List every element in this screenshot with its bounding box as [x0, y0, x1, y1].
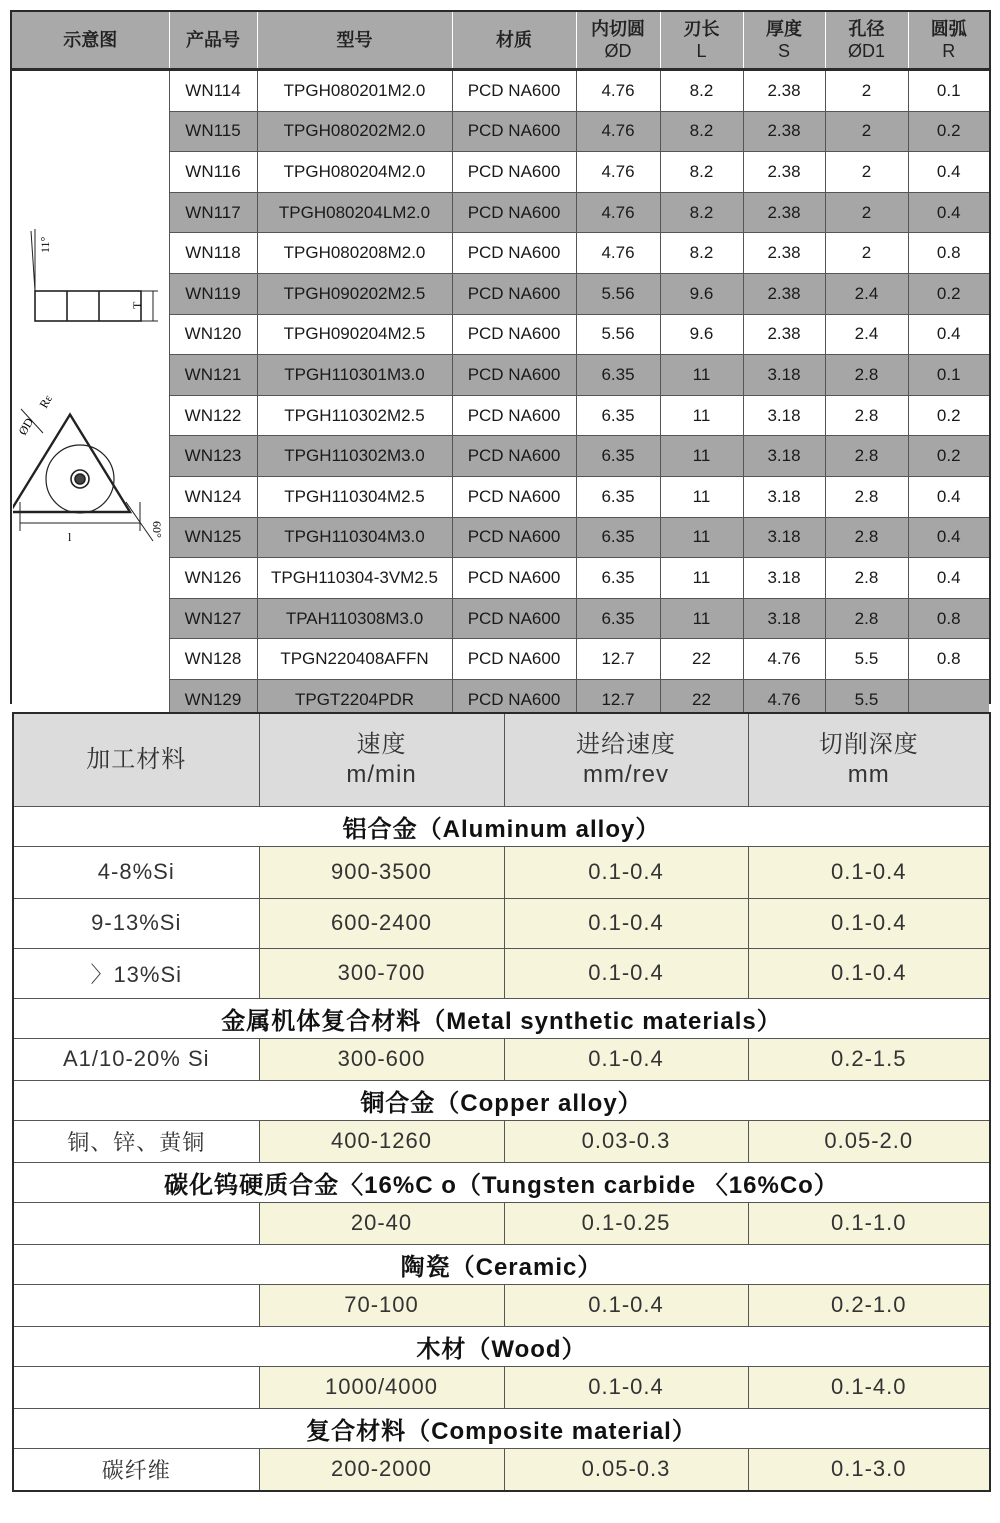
- material-section-header: [14, 1080, 989, 1120]
- spec-cell-model-no: TPAH110308M3.0: [257, 598, 452, 639]
- cutting-cell-work-material: 碳纤维: [14, 1448, 259, 1490]
- spec-cell-corner-radius: 0.4: [908, 476, 989, 517]
- cutting-header-unit: mm: [847, 760, 890, 788]
- spec-cell-hole-diameter: 2.8: [825, 517, 908, 558]
- spec-cell-product-no: WN122: [169, 395, 257, 436]
- spec-cell-corner-radius: 0.2: [908, 395, 989, 436]
- insert-spec-table: [10, 10, 991, 709]
- spec-cell-model-no: TPGH110301M3.0: [257, 355, 452, 396]
- spec-cell-edge-length: 8.2: [660, 233, 743, 274]
- inscribed-diameter-label: ØD: [15, 415, 37, 438]
- spec-cell-hole-diameter: 2: [825, 233, 908, 274]
- cutting-cell-cutting-speed: 200-2000: [259, 1448, 504, 1490]
- spec-cell-material: PCD NA600: [452, 679, 576, 720]
- spec-cell-material: PCD NA600: [452, 395, 576, 436]
- cutting-row: [14, 1120, 989, 1162]
- spec-cell-hole-diameter: 2.4: [825, 273, 908, 314]
- spec-cell-model-no: TPGT2204PDR: [257, 679, 452, 720]
- spec-cell-corner-radius: 0.2: [908, 273, 989, 314]
- spec-cell-thickness: 3.18: [743, 476, 825, 517]
- material-section-header: [14, 1244, 989, 1284]
- spec-cell-model-no: TPGH080204M2.0: [257, 152, 452, 193]
- spec-cell-product-no: WN120: [169, 314, 257, 355]
- spec-cell-material: PCD NA600: [452, 70, 576, 112]
- cutting-cell-work-material: [14, 1366, 259, 1408]
- spec-cell-product-no: WN129: [169, 679, 257, 720]
- cutting-row: [14, 1366, 989, 1408]
- cutting-row: [14, 1202, 989, 1244]
- spec-cell-edge-length: 8.2: [660, 70, 743, 112]
- spec-cell-thickness: 2.38: [743, 111, 825, 152]
- cutting-cell-cutting-speed: 70-100: [259, 1284, 504, 1326]
- cutting-cell-cutting-depth: 0.1-3.0: [748, 1448, 989, 1490]
- spec-cell-hole-diameter: 5.5: [825, 639, 908, 680]
- spec-header-label: 产品号: [186, 30, 240, 50]
- spec-cell-model-no: TPGH110304M3.0: [257, 517, 452, 558]
- spec-column-header: [257, 12, 452, 70]
- spec-cell-material: PCD NA600: [452, 273, 576, 314]
- spec-cell-inscribed-diameter: 6.35: [576, 598, 660, 639]
- spec-cell-hole-diameter: 2.8: [825, 436, 908, 477]
- spec-cell-model-no: TPGH080201M2.0: [257, 70, 452, 112]
- spec-cell-material: PCD NA600: [452, 233, 576, 274]
- material-section-title: 复合材料（Composite material）: [14, 1408, 989, 1448]
- cutting-row: [14, 898, 989, 948]
- spec-cell-inscribed-diameter: 4.76: [576, 233, 660, 274]
- spec-cell-thickness: 2.38: [743, 152, 825, 193]
- cutting-row: [14, 846, 989, 898]
- insert-diagram: [13, 71, 168, 701]
- cutting-cell-cutting-speed: 300-700: [259, 948, 504, 998]
- spec-header-row: [12, 12, 989, 70]
- cutting-column-header: [504, 714, 748, 806]
- spec-header-label: 材质: [496, 30, 532, 50]
- spec-cell-thickness: 3.18: [743, 395, 825, 436]
- spec-cell-thickness: 2.38: [743, 314, 825, 355]
- spec-cell-model-no: TPGH110302M2.5: [257, 395, 452, 436]
- spec-cell-thickness: 3.18: [743, 598, 825, 639]
- cutting-row: [14, 948, 989, 998]
- spec-cell-hole-diameter: 2.8: [825, 598, 908, 639]
- spec-column-header: [12, 12, 169, 70]
- material-section-title: 铜合金（Copper alloy）: [14, 1080, 989, 1120]
- material-section-title: 铝合金（Aluminum alloy）: [14, 806, 989, 846]
- spec-cell-edge-length: 11: [660, 476, 743, 517]
- spec-cell-hole-diameter: 2: [825, 111, 908, 152]
- spec-cell-inscribed-diameter: 6.35: [576, 558, 660, 599]
- cutting-cell-feed-rate: 0.05-0.3: [504, 1448, 748, 1490]
- spec-cell-inscribed-diameter: 5.56: [576, 273, 660, 314]
- material-section-title: 碳化钨硬质合金〈16%C o（Tungsten carbide 〈16%Co）: [14, 1162, 989, 1202]
- spec-cell-hole-diameter: 2.8: [825, 476, 908, 517]
- spec-cell-thickness: 2.38: [743, 70, 825, 112]
- spec-cell-edge-length: 22: [660, 679, 743, 720]
- spec-cell-corner-radius: 0.2: [908, 436, 989, 477]
- cutting-cell-cutting-depth: 0.05-2.0: [748, 1120, 989, 1162]
- spec-cell-product-no: WN127: [169, 598, 257, 639]
- spec-cell-inscribed-diameter: 12.7: [576, 639, 660, 680]
- spec-header-label: 型号: [336, 30, 373, 50]
- spec-cell-product-no: WN116: [169, 152, 257, 193]
- spec-cell-edge-length: 9.6: [660, 314, 743, 355]
- cutting-column-header: [748, 714, 989, 806]
- spec-cell-corner-radius: 0.8: [908, 639, 989, 680]
- cutting-cell-cutting-depth: 0.1-1.0: [748, 1202, 989, 1244]
- cutting-cell-cutting-depth: 0.1-4.0: [748, 1366, 989, 1408]
- spec-cell-product-no: WN123: [169, 436, 257, 477]
- spec-cell-model-no: TPGH080202M2.0: [257, 111, 452, 152]
- spec-cell-inscribed-diameter: 4.76: [576, 152, 660, 193]
- cutting-table-grid: [14, 714, 989, 1490]
- spec-column-header: [576, 12, 660, 70]
- spec-cell-corner-radius: 0.1: [908, 355, 989, 396]
- spec-cell-thickness: 3.18: [743, 436, 825, 477]
- cutting-row: [14, 1448, 989, 1490]
- spec-cell-material: PCD NA600: [452, 111, 576, 152]
- cutting-cell-cutting-depth: 0.2-1.5: [748, 1038, 989, 1080]
- spec-cell-edge-length: 11: [660, 395, 743, 436]
- spec-header-label: 内切圆: [591, 19, 645, 39]
- cutting-cell-cutting-speed: 900-3500: [259, 846, 504, 898]
- spec-cell-inscribed-diameter: 6.35: [576, 395, 660, 436]
- spec-cell-model-no: TPGH110304-3VM2.5: [257, 558, 452, 599]
- spec-cell-inscribed-diameter: 12.7: [576, 679, 660, 720]
- material-section-header: [14, 1408, 989, 1448]
- cutting-header-unit: m/min: [346, 760, 417, 788]
- insert-diagram-cell: [12, 70, 169, 721]
- spec-cell-corner-radius: 0.4: [908, 192, 989, 233]
- spec-cell-product-no: WN119: [169, 273, 257, 314]
- cutting-cell-cutting-depth: 0.1-0.4: [748, 948, 989, 998]
- spec-cell-inscribed-diameter: 4.76: [576, 70, 660, 112]
- spec-cell-edge-length: 22: [660, 639, 743, 680]
- spec-cell-thickness: 3.18: [743, 558, 825, 599]
- spec-cell-inscribed-diameter: 6.35: [576, 436, 660, 477]
- spec-cell-edge-length: 11: [660, 598, 743, 639]
- cutting-row: [14, 1038, 989, 1080]
- spec-cell-material: PCD NA600: [452, 314, 576, 355]
- cutting-cell-work-material: 〉13%Si: [14, 948, 259, 998]
- spec-header-symbol: ØD1: [847, 41, 885, 61]
- spec-cell-hole-diameter: 2.8: [825, 355, 908, 396]
- spec-cell-material: PCD NA600: [452, 152, 576, 193]
- cutting-cell-cutting-speed: 300-600: [259, 1038, 504, 1080]
- spec-row: [12, 70, 989, 112]
- cutting-cell-cutting-speed: 20-40: [259, 1202, 504, 1244]
- spec-cell-edge-length: 8.2: [660, 111, 743, 152]
- spec-cell-model-no: TPGH110302M3.0: [257, 436, 452, 477]
- cutting-cell-feed-rate: 0.1-0.4: [504, 846, 748, 898]
- spec-cell-hole-diameter: 2.4: [825, 314, 908, 355]
- spec-header-label: 孔径: [848, 19, 885, 39]
- cutting-header-unit: mm/rev: [583, 760, 669, 788]
- spec-cell-inscribed-diameter: 5.56: [576, 314, 660, 355]
- cutting-cell-cutting-depth: 0.1-0.4: [748, 846, 989, 898]
- spec-cell-corner-radius: 0.2: [908, 111, 989, 152]
- cutting-cell-cutting-speed: 1000/4000: [259, 1366, 504, 1408]
- spec-cell-corner-radius: 0.4: [908, 558, 989, 599]
- spec-cell-model-no: TPGH110304M2.5: [257, 476, 452, 517]
- cutting-cell-work-material: 4-8%Si: [14, 846, 259, 898]
- spec-cell-corner-radius: 0.4: [908, 314, 989, 355]
- spec-cell-corner-radius: 0.4: [908, 517, 989, 558]
- spec-cell-edge-length: 11: [660, 517, 743, 558]
- cutting-cell-cutting-speed: 400-1260: [259, 1120, 504, 1162]
- spec-cell-material: PCD NA600: [452, 192, 576, 233]
- clearance-angle-label: 11°: [37, 236, 52, 253]
- spec-column-header: [169, 12, 257, 70]
- spec-cell-thickness: 4.76: [743, 679, 825, 720]
- spec-cell-model-no: TPGH090204M2.5: [257, 314, 452, 355]
- spec-header-symbol: ØD: [604, 41, 632, 61]
- spec-cell-hole-diameter: 2: [825, 70, 908, 112]
- cutting-parameters-table: [12, 712, 991, 1492]
- spec-cell-inscribed-diameter: 4.76: [576, 111, 660, 152]
- included-angle-label: 60°: [149, 521, 164, 538]
- material-section-header: [14, 1162, 989, 1202]
- spec-cell-thickness: 3.18: [743, 355, 825, 396]
- top-view-drawing: [13, 409, 153, 541]
- spec-cell-edge-length: 11: [660, 558, 743, 599]
- spec-header-symbol: L: [696, 41, 707, 61]
- cutting-cell-feed-rate: 0.1-0.4: [504, 898, 748, 948]
- cutting-cell-cutting-speed: 600-2400: [259, 898, 504, 948]
- cutting-cell-feed-rate: 0.03-0.3: [504, 1120, 748, 1162]
- cutting-cell-work-material: A1/10-20% Si: [14, 1038, 259, 1080]
- spec-cell-corner-radius: 0.4: [908, 152, 989, 193]
- spec-cell-hole-diameter: 2: [825, 192, 908, 233]
- spec-column-header: [908, 12, 989, 70]
- spec-cell-model-no: TPGH090202M2.5: [257, 273, 452, 314]
- cutting-header-row: [14, 714, 989, 806]
- cutting-column-header: [259, 714, 504, 806]
- spec-cell-inscribed-diameter: 6.35: [576, 476, 660, 517]
- cutting-cell-feed-rate: 0.1-0.4: [504, 1366, 748, 1408]
- cutting-header-label: 速度: [356, 730, 407, 758]
- cutting-header-label: 加工材料: [86, 745, 187, 773]
- spec-cell-material: PCD NA600: [452, 355, 576, 396]
- spec-cell-hole-diameter: 5.5: [825, 679, 908, 720]
- corner-radius-label: Rε: [36, 392, 55, 411]
- spec-cell-material: PCD NA600: [452, 598, 576, 639]
- spec-column-header: [452, 12, 576, 70]
- spec-cell-model-no: TPGH080208M2.0: [257, 233, 452, 274]
- cutting-cell-work-material: [14, 1202, 259, 1244]
- spec-cell-model-no: TPGN220408AFFN: [257, 639, 452, 680]
- spec-cell-hole-diameter: 2: [825, 152, 908, 193]
- spec-cell-material: PCD NA600: [452, 476, 576, 517]
- spec-cell-material: PCD NA600: [452, 639, 576, 680]
- spec-cell-product-no: WN121: [169, 355, 257, 396]
- spec-column-header: [743, 12, 825, 70]
- spec-cell-product-no: WN117: [169, 192, 257, 233]
- material-section-header: [14, 998, 989, 1038]
- spec-column-header: [825, 12, 908, 70]
- spec-cell-inscribed-diameter: 6.35: [576, 517, 660, 558]
- spec-cell-material: PCD NA600: [452, 436, 576, 477]
- spec-cell-product-no: WN114: [169, 70, 257, 112]
- cutting-cell-feed-rate: 0.1-0.4: [504, 1284, 748, 1326]
- cutting-column-header: [14, 714, 259, 806]
- cutting-cell-work-material: 铜、锌、黄铜: [14, 1120, 259, 1162]
- spec-cell-inscribed-diameter: 6.35: [576, 355, 660, 396]
- spec-column-header: [660, 12, 743, 70]
- edge-length-label: l: [67, 530, 72, 544]
- spec-cell-hole-diameter: 2.8: [825, 395, 908, 436]
- spec-cell-inscribed-diameter: 4.76: [576, 192, 660, 233]
- cutting-cell-cutting-depth: 0.1-0.4: [748, 898, 989, 948]
- material-section-title: 陶瓷（Ceramic）: [14, 1244, 989, 1284]
- spec-cell-thickness: 4.76: [743, 639, 825, 680]
- spec-cell-product-no: WN118: [169, 233, 257, 274]
- spec-cell-product-no: WN125: [169, 517, 257, 558]
- spec-cell-corner-radius: 0.8: [908, 233, 989, 274]
- spec-cell-edge-length: 8.2: [660, 192, 743, 233]
- spec-cell-product-no: WN124: [169, 476, 257, 517]
- spec-cell-product-no: WN128: [169, 639, 257, 680]
- spec-cell-thickness: 2.38: [743, 192, 825, 233]
- cutting-cell-work-material: 9-13%Si: [14, 898, 259, 948]
- spec-header-label: 刃长: [683, 19, 720, 39]
- spec-header-label: 厚度: [766, 19, 802, 39]
- cutting-cell-cutting-depth: 0.2-1.0: [748, 1284, 989, 1326]
- spec-cell-edge-length: 9.6: [660, 273, 743, 314]
- spec-cell-edge-length: 8.2: [660, 152, 743, 193]
- spec-cell-thickness: 3.18: [743, 517, 825, 558]
- spec-cell-material: PCD NA600: [452, 517, 576, 558]
- cutting-cell-feed-rate: 0.1-0.25: [504, 1202, 748, 1244]
- thickness-label: T: [129, 301, 144, 309]
- material-section-title: 金属机体复合材料（Metal synthetic materials）: [14, 998, 989, 1038]
- material-section-header: [14, 1326, 989, 1366]
- cutting-header-label: 进给速度: [576, 730, 676, 758]
- spec-cell-product-no: WN115: [169, 111, 257, 152]
- spec-cell-product-no: WN126: [169, 558, 257, 599]
- cutting-header-label: 切削深度: [818, 730, 919, 758]
- spec-table-grid: [12, 12, 989, 721]
- spec-cell-thickness: 2.38: [743, 273, 825, 314]
- spec-header-symbol: S: [777, 41, 790, 61]
- spec-cell-edge-length: 11: [660, 436, 743, 477]
- cutting-cell-feed-rate: 0.1-0.4: [504, 1038, 748, 1080]
- spec-cell-edge-length: 11: [660, 355, 743, 396]
- spec-cell-corner-radius: 0.8: [908, 598, 989, 639]
- spec-header-label: 圆弧: [930, 19, 967, 39]
- spec-cell-hole-diameter: 2.8: [825, 558, 908, 599]
- spec-cell-thickness: 2.38: [743, 233, 825, 274]
- spec-header-symbol: R: [942, 41, 956, 61]
- spec-cell-material: PCD NA600: [452, 558, 576, 599]
- cutting-cell-feed-rate: 0.1-0.4: [504, 948, 748, 998]
- spec-cell-model-no: TPGH080204LM2.0: [257, 192, 452, 233]
- cutting-row: [14, 1284, 989, 1326]
- spec-cell-corner-radius: 0.1: [908, 70, 989, 112]
- material-section-header: [14, 806, 989, 846]
- material-section-title: 木材（Wood）: [14, 1326, 989, 1366]
- cutting-cell-work-material: [14, 1284, 259, 1326]
- spec-header-label: 示意图: [63, 30, 118, 50]
